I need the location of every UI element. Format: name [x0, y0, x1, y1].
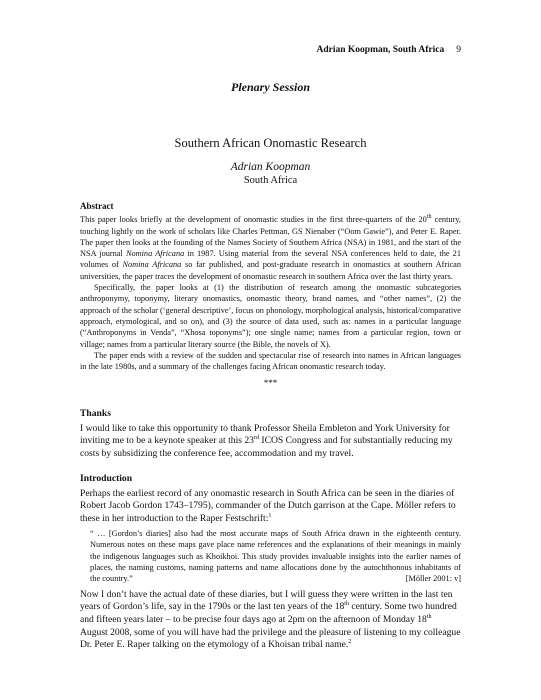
introduction-section	[80, 473, 461, 652]
abstract-paragraph-3: The paper ends with a review of the sudden and spectacular rise of research into names in African languages in the late 1980s, and a summary of the challenges facing African onomastic research today.	[80, 350, 461, 372]
footnote-ref: 1	[268, 512, 272, 519]
abstract-heading: Abstract	[80, 201, 114, 211]
page-number: 9	[456, 45, 461, 55]
abstract-text: in 1987. Using material from the several NSA conferences held to date, the 21 volumes of	[80, 249, 461, 270]
quote-citation: [Möller 2001: v]	[405, 573, 461, 583]
introduction-paragraph-1	[80, 488, 461, 526]
footnote-ref: 2	[348, 639, 352, 646]
abstract-text: century, touching lightly on the work of scholars like Charles Pettman, GS Nienaber (“Oom Gawie”), and Peter E. Raper. The paper then looks at the founding of the Names Society of Southern Africa (NSA) in 1981, and the start of the NSA journal	[80, 215, 461, 259]
running-head-author: Adrian Koopman, South Africa	[316, 45, 445, 55]
author-affiliation: South Africa	[243, 175, 298, 186]
superscript: th	[426, 613, 432, 620]
introduction-heading: Introduction	[80, 473, 133, 484]
abstract-paragraph-1	[80, 214, 461, 282]
section-separator: ***	[263, 378, 278, 388]
thanks-text: ICOS Congress and for substantially reducing my costs by subsidizing the conference fee, accommodation and my travel.	[80, 435, 453, 459]
journal-title: Nomina Africana	[125, 249, 185, 259]
intro-text: century. Some two hundred and fifteen years later – to be precise four days ago at 2pm on the afternoon of Monday 18	[80, 601, 457, 626]
abstract-text: This paper looks briefly at the development of onomastic studies in the first three-quarters of the 20	[80, 215, 427, 225]
author-name: Adrian Koopman	[230, 161, 311, 173]
thanks-heading: Thanks	[80, 408, 111, 419]
block-quote	[90, 528, 461, 583]
intro-text: Now I don’t have the actual date of these diaries, but I will guess they were written in the last ten years of Gordon’s life, say in the 1790s or the last ten years of the 18	[80, 588, 453, 613]
superscript: rd	[253, 434, 259, 441]
session-label: Plenary Session	[230, 80, 310, 94]
superscript: th	[426, 214, 432, 221]
intro-text: August 2008, some of you will have had the privilege and the pleasure of listening to my colleague Dr. Peter E. Raper talking on the etymology of a Khoisan tribal name.	[80, 626, 461, 651]
abstract-text: so far published, and post-graduate research in onomastics at southern African universities, the paper traces the development of onomastic research in southern Africa over the last thirty years.	[80, 260, 461, 281]
thanks-paragraph	[80, 423, 461, 461]
superscript: th	[344, 601, 349, 608]
thanks-section	[80, 408, 461, 460]
introduction-paragraph-2	[80, 589, 461, 652]
thanks-text: I would like to take this opportunity to thank Professor Sheila Embleton and York University for inviting me to be a keynote speaker at this 23	[80, 422, 450, 446]
abstract-paragraph-2: Specifically, the paper looks at (1) the distribution of research among the onomastic subcategories anthroponymy, toponymy, literary onomastics, onomastic theory, brand names, and “other names”, (2) the approach of the scholar (‘general descriptive’, focus on phonology, morphological analysis, historical/comparative approach, etymological, and so on), and (3) the source of data used, such as: names in a particular language (“Anthroponyms in Venda”, “Xhosa toponyms”); one single name; names from a particular region, town or village; names from a particular literary source (the Bible, the novels of X).	[80, 283, 461, 349]
abstract-section	[80, 201, 461, 372]
quote-text: “ … [Gordon’s diaries] also had the most accurate maps of South Africa drawn in the eighteenth century. Numerous notes on these maps gave place name references and the explanations of their meanings in mainly the indigenous languages such as Khoikhoi. This study provides invaluable insights into the earlier names of places, the naming customs, naming patterns and name allocations done by the autochthonous inhabitants of the country.”	[90, 529, 461, 583]
intro-text: Perhaps the earliest record of any onomastic research in South Africa can be seen in the diaries of Robert Jacob Gordon 1743–1795), commander of the Dutch garrison at the Cape. Möller refers to these in her introduction to the Raper Festschrift:	[80, 487, 456, 524]
paper-title: Southern African Onomastic Research	[174, 136, 367, 150]
journal-title: Nomina Africana	[122, 260, 182, 270]
running-head	[317, 45, 462, 55]
